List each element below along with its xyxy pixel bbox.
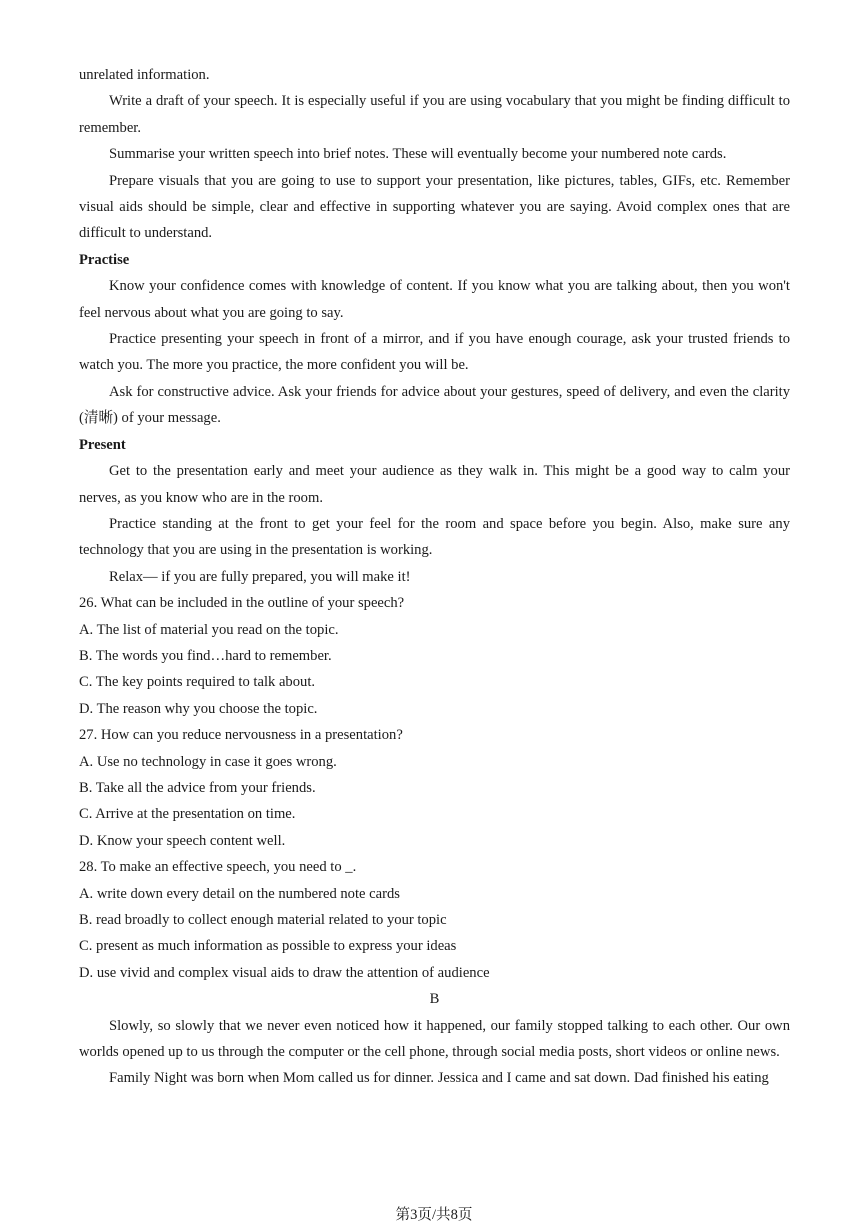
- answer-option: B. Take all the advice from your friends.: [79, 779, 316, 796]
- paragraph: Write a draft of your speech. It is especially useful if you are using vocabulary that you might be finding difficult to remember.: [79, 93, 790, 136]
- paragraph: Summarise your written speech into brief notes. These will eventually become your numbered note cards.: [109, 146, 727, 163]
- question-stem: 27. How can you reduce nervousness in a presentation?: [79, 727, 403, 744]
- paragraph: Know your confidence comes with knowledge of content. If you know what you are talking about, then you won't feel nervous about what you are going to say.: [79, 278, 790, 321]
- page-number-footer: 第3页/共8页: [395, 1207, 473, 1223]
- paragraph: Relax— if you are fully prepared, you will make it!: [109, 568, 411, 585]
- answer-option: A. write down every detail on the numbered note cards: [79, 885, 400, 902]
- question-27: [79, 722, 790, 854]
- section-heading-present: Present: [79, 436, 126, 453]
- paragraph: Get to the presentation early and meet your audience as they walk in. This might be a good way to calm your nerves, as you know who are in the room.: [79, 463, 790, 506]
- question-28: [79, 854, 790, 986]
- paragraph: Ask for constructive advice. Ask your friends for advice about your gestures, speed of delivery, and even the clarity (清晰) of your message.: [79, 383, 790, 427]
- answer-option: C. Arrive at the presentation on time.: [79, 806, 296, 823]
- question-stem: 26. What can be included in the outline of your speech?: [79, 595, 405, 612]
- paragraph: Prepare visuals that you are going to use to support your presentation, like pictures, tables, GIFs, etc. Remember visual aids should be simple, clear and effective in supporting whatever you are saying. Avoid complex ones that are difficult to understand.: [79, 172, 790, 242]
- paragraph: Family Night was born when Mom called us for dinner. Jessica and I came and sat down. Dad finished his eating: [109, 1070, 769, 1087]
- paragraph: Practice standing at the front to get your feel for the room and space before you begin. Also, make sure any technology that you are using in the presentation is working.: [79, 515, 790, 559]
- answer-option: C. The key points required to talk about.: [79, 674, 316, 691]
- answer-option: D. Know your speech content well.: [79, 832, 286, 849]
- answer-option: A. Use no technology in case it goes wrong.: [79, 753, 337, 770]
- paragraph: Practice presenting your speech in front of a mirror, and if you have enough courage, ask your trusted friends to watch you. The more you practice, the more confident you will be.: [79, 331, 790, 374]
- answer-option: B. The words you find…hard to remember.: [79, 647, 332, 664]
- question-26: [79, 590, 790, 722]
- section-heading-practise: Practise: [79, 251, 130, 268]
- section-label-b: B: [429, 991, 440, 1008]
- question-stem: 28. To make an effective speech, you need to _.: [79, 859, 357, 876]
- answer-option: C. present as much information as possible to express your ideas: [79, 938, 457, 955]
- paragraph: unrelated information.: [79, 67, 210, 83]
- answer-option: A. The list of material you read on the topic.: [79, 621, 339, 638]
- answer-option: D. use vivid and complex visual aids to draw the attention of audience: [79, 964, 490, 981]
- answer-option: D. The reason why you choose the topic.: [79, 700, 318, 717]
- answer-option: B. read broadly to collect enough material related to your topic: [79, 912, 447, 928]
- page-content: [79, 62, 790, 1092]
- paragraph: Slowly, so slowly that we never even noticed how it happened, our family stopped talking to each other. Our own worlds opened up to us through the computer or the cell phone, through social media posts, short videos or online news.: [79, 1017, 790, 1061]
